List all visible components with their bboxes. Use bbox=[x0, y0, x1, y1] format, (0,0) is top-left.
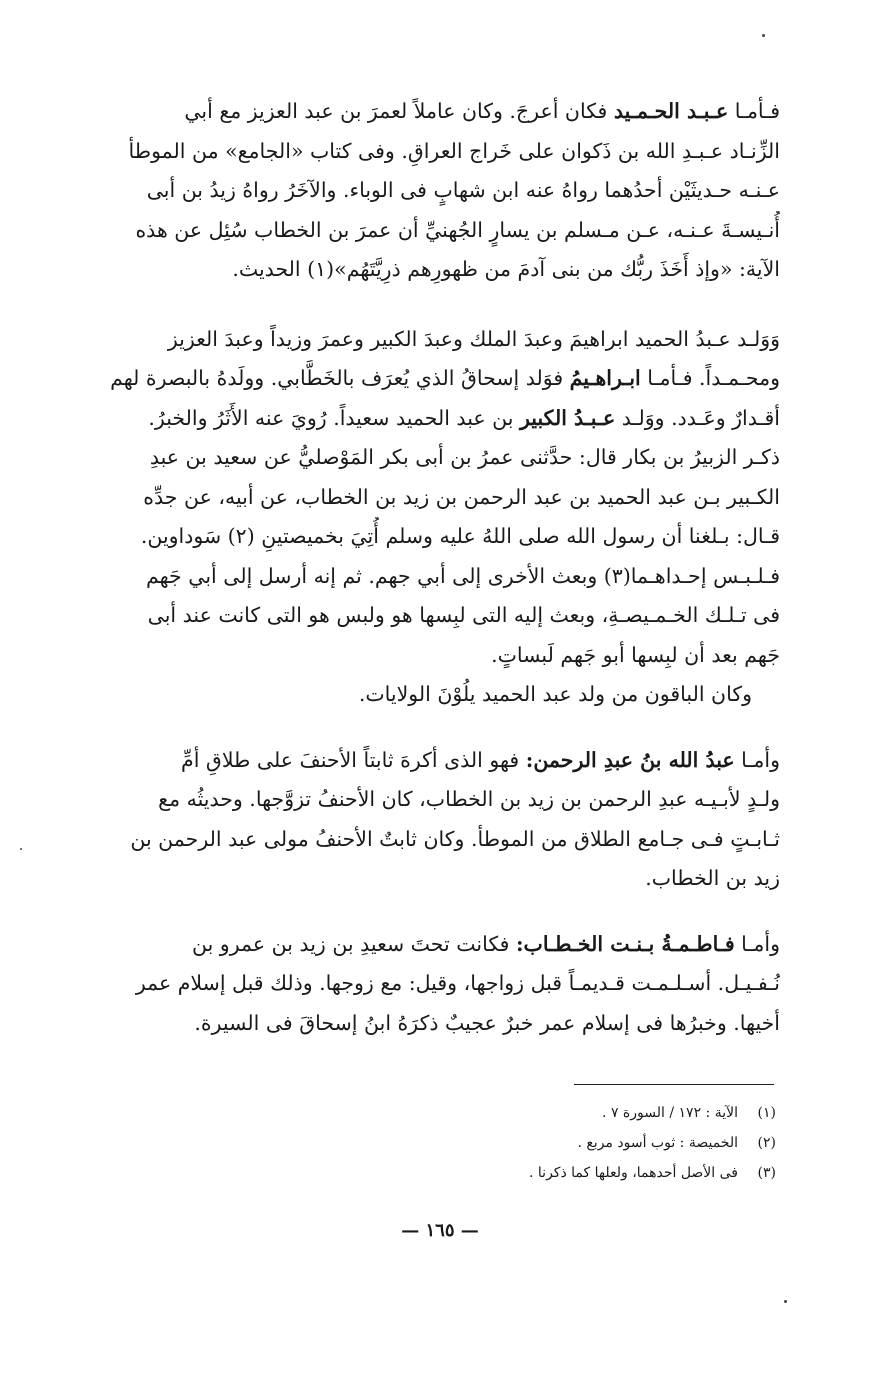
text-line: أخيها. وخبرُها فى إسلام عمر خبرٌ عجيبٌ ذكرَهُ ابنُ إسحاقَ فى السيرة. bbox=[194, 1010, 780, 1035]
text-line: وَوَلـد عـبدُ الحميد ابراهيمَ وعبدَ الملك وعبدَ الكبير وعمرَ وزيداً وعبدَ العزيز bbox=[167, 326, 780, 351]
footnote-text: الخميصة : ثوب أسود مربع . bbox=[577, 1135, 738, 1151]
paragraph-abdullah bbox=[100, 741, 780, 899]
text-line: وأمـا عبدُ الله بنُ عبدِ الرحمن: فهو الذى أكرهَ ثابتاً الأحنفَ على طلاقِ أمِّ bbox=[181, 747, 780, 772]
footnote-number: (٢) bbox=[757, 1135, 776, 1151]
footnotes bbox=[420, 1098, 776, 1188]
text-line: فى تـلـك الخـمـيصـةِ، وبعث إليه التى لبِسها هو ولبس هو التى كانت عند أبى bbox=[147, 603, 780, 627]
print-speck bbox=[762, 34, 765, 37]
text-line: قـال: بـلغنا أن رسول الله صلى اللهُ عليه وسلم أُتِيَ بخميصتينِ (٢) سَوداوين. bbox=[140, 524, 780, 548]
text-line: فـلـبـس إحـداهـما(٣) وبعث الأخرى إلى أبي جهم. ثم إنه أرسل إلى أبي جَهم bbox=[145, 563, 780, 588]
text-line: الزِّنـاد عـبـدِ الله بن ذَكوان على خَراج العراقِ. وفى كتاب «الجامع» من الموطأ bbox=[128, 138, 780, 163]
footnote-item bbox=[420, 1128, 776, 1158]
footnote-number: (٣) bbox=[757, 1165, 776, 1181]
text-line: الكـبير بـن عبد الحميد بن عبد الرحمن بن زيد بن الخطاب، عن أبيه، عن جدِّه bbox=[143, 484, 780, 509]
bold-name: عبدُ الله بنُ عبدِ الرحمن: bbox=[525, 747, 735, 772]
text-line: أُنـيسـةَ عـنـه، عـن مـسلم بن يسارٍ الجُهنيِّ أن عمرَ بن الخطاب سُئِل عن هذه bbox=[135, 217, 780, 242]
page-number: — ١٦٥ — bbox=[401, 1220, 479, 1241]
text-line: ثـابـتٍ فـى جـامع الطلاق من الموطأ. وكان ثابتٌ الأحنفُ مولى عبد الرحمن بن bbox=[130, 826, 780, 851]
print-speck bbox=[20, 848, 22, 850]
main-text bbox=[100, 92, 780, 1043]
paragraph-abd-al-hamid bbox=[100, 92, 780, 290]
footnote-divider bbox=[574, 1084, 774, 1085]
footnote-text: فى الأصل أحدهما، ولعلها كما ذكرنا . bbox=[529, 1165, 738, 1181]
footnote-item bbox=[420, 1158, 776, 1188]
text-line: وأمـا فـاطـمـةُ بـنـت الخـطـاب: فكانت تحتَ سعيدِ بن زيد بن عمرو بن bbox=[191, 931, 780, 956]
text-line: الآية: «وإذ أَخَذَ ربُّك من بنى آدمَ من ظهورِهم ذرِيَّتَهُم»(١) الحديث. bbox=[232, 257, 780, 281]
print-speck bbox=[784, 1300, 787, 1303]
footnote-text: الآية : ١٧٢ / السورة ٧ . bbox=[602, 1105, 738, 1121]
bold-name: عـبـدُ الكبير bbox=[519, 405, 616, 430]
text-line: نُـفـيـل. أسـلـمـت قـديمـاً قبل زواجها، وقيل: مع زوجها. وذلك قبل إسلام عمر bbox=[135, 971, 780, 995]
paragraph-fatima bbox=[100, 925, 780, 1044]
text-line: فـأمـا عـبـد الحـمـيد فكان أعرجَ. وكان عاملاً لعمرَ بن عبد العزيز مع أبي bbox=[184, 99, 780, 123]
paragraph-children bbox=[100, 320, 780, 715]
text-line: ذكـر الزبيرُ بن بكار قال: حدَّثنى عمرُ بن أبى بكر المَوْصليُّ عن سعيد بن عبدِ bbox=[149, 445, 780, 469]
text-line: جَهم بعد أن لبِسها أبو جَهم لَبساتٍ. bbox=[491, 642, 780, 667]
text-line: ولـدٍ لأبـيـه عبدِ الرحمن بن زيد بن الخطاب، كان الأحنفُ تزوَّجها. وحديثُه مع bbox=[158, 787, 780, 811]
footnote-item bbox=[420, 1098, 776, 1128]
bold-name: عـبـد الحـمـيد bbox=[613, 99, 729, 123]
text-line: أقـدارٌ وعَـدد. ووَلـد عـبـدُ الكبير بن عبد الحميد سعيداً. رُويَ عنه الأَثَرُ والخبرُ. bbox=[148, 405, 780, 430]
text-line: عـنـه حـديثَيْن أحدُهما رواهُ عنه ابن شهابٍ فى الوباء. والآخَرُ رواهُ زيدُ بن أبى bbox=[146, 178, 780, 202]
footnote-number: (١) bbox=[757, 1105, 776, 1121]
text-line: وكان الباقون من ولد عبد الحميد يلُوْنَ الولايات. bbox=[358, 682, 752, 706]
text-line: ومحـمـداً. فـأمـا ابـراهـيمُ فوَلد إسحاقُ الذي يُعرَف بالخَطَّابي. وولَدهُ بالبصرة لهم bbox=[110, 366, 780, 390]
bold-name: فـاطـمـةُ بـنـت الخـطـاب: bbox=[515, 931, 735, 956]
bold-name: ابـراهـيمُ bbox=[569, 366, 641, 390]
text-line: زيد بن الخطاب. bbox=[645, 866, 780, 890]
